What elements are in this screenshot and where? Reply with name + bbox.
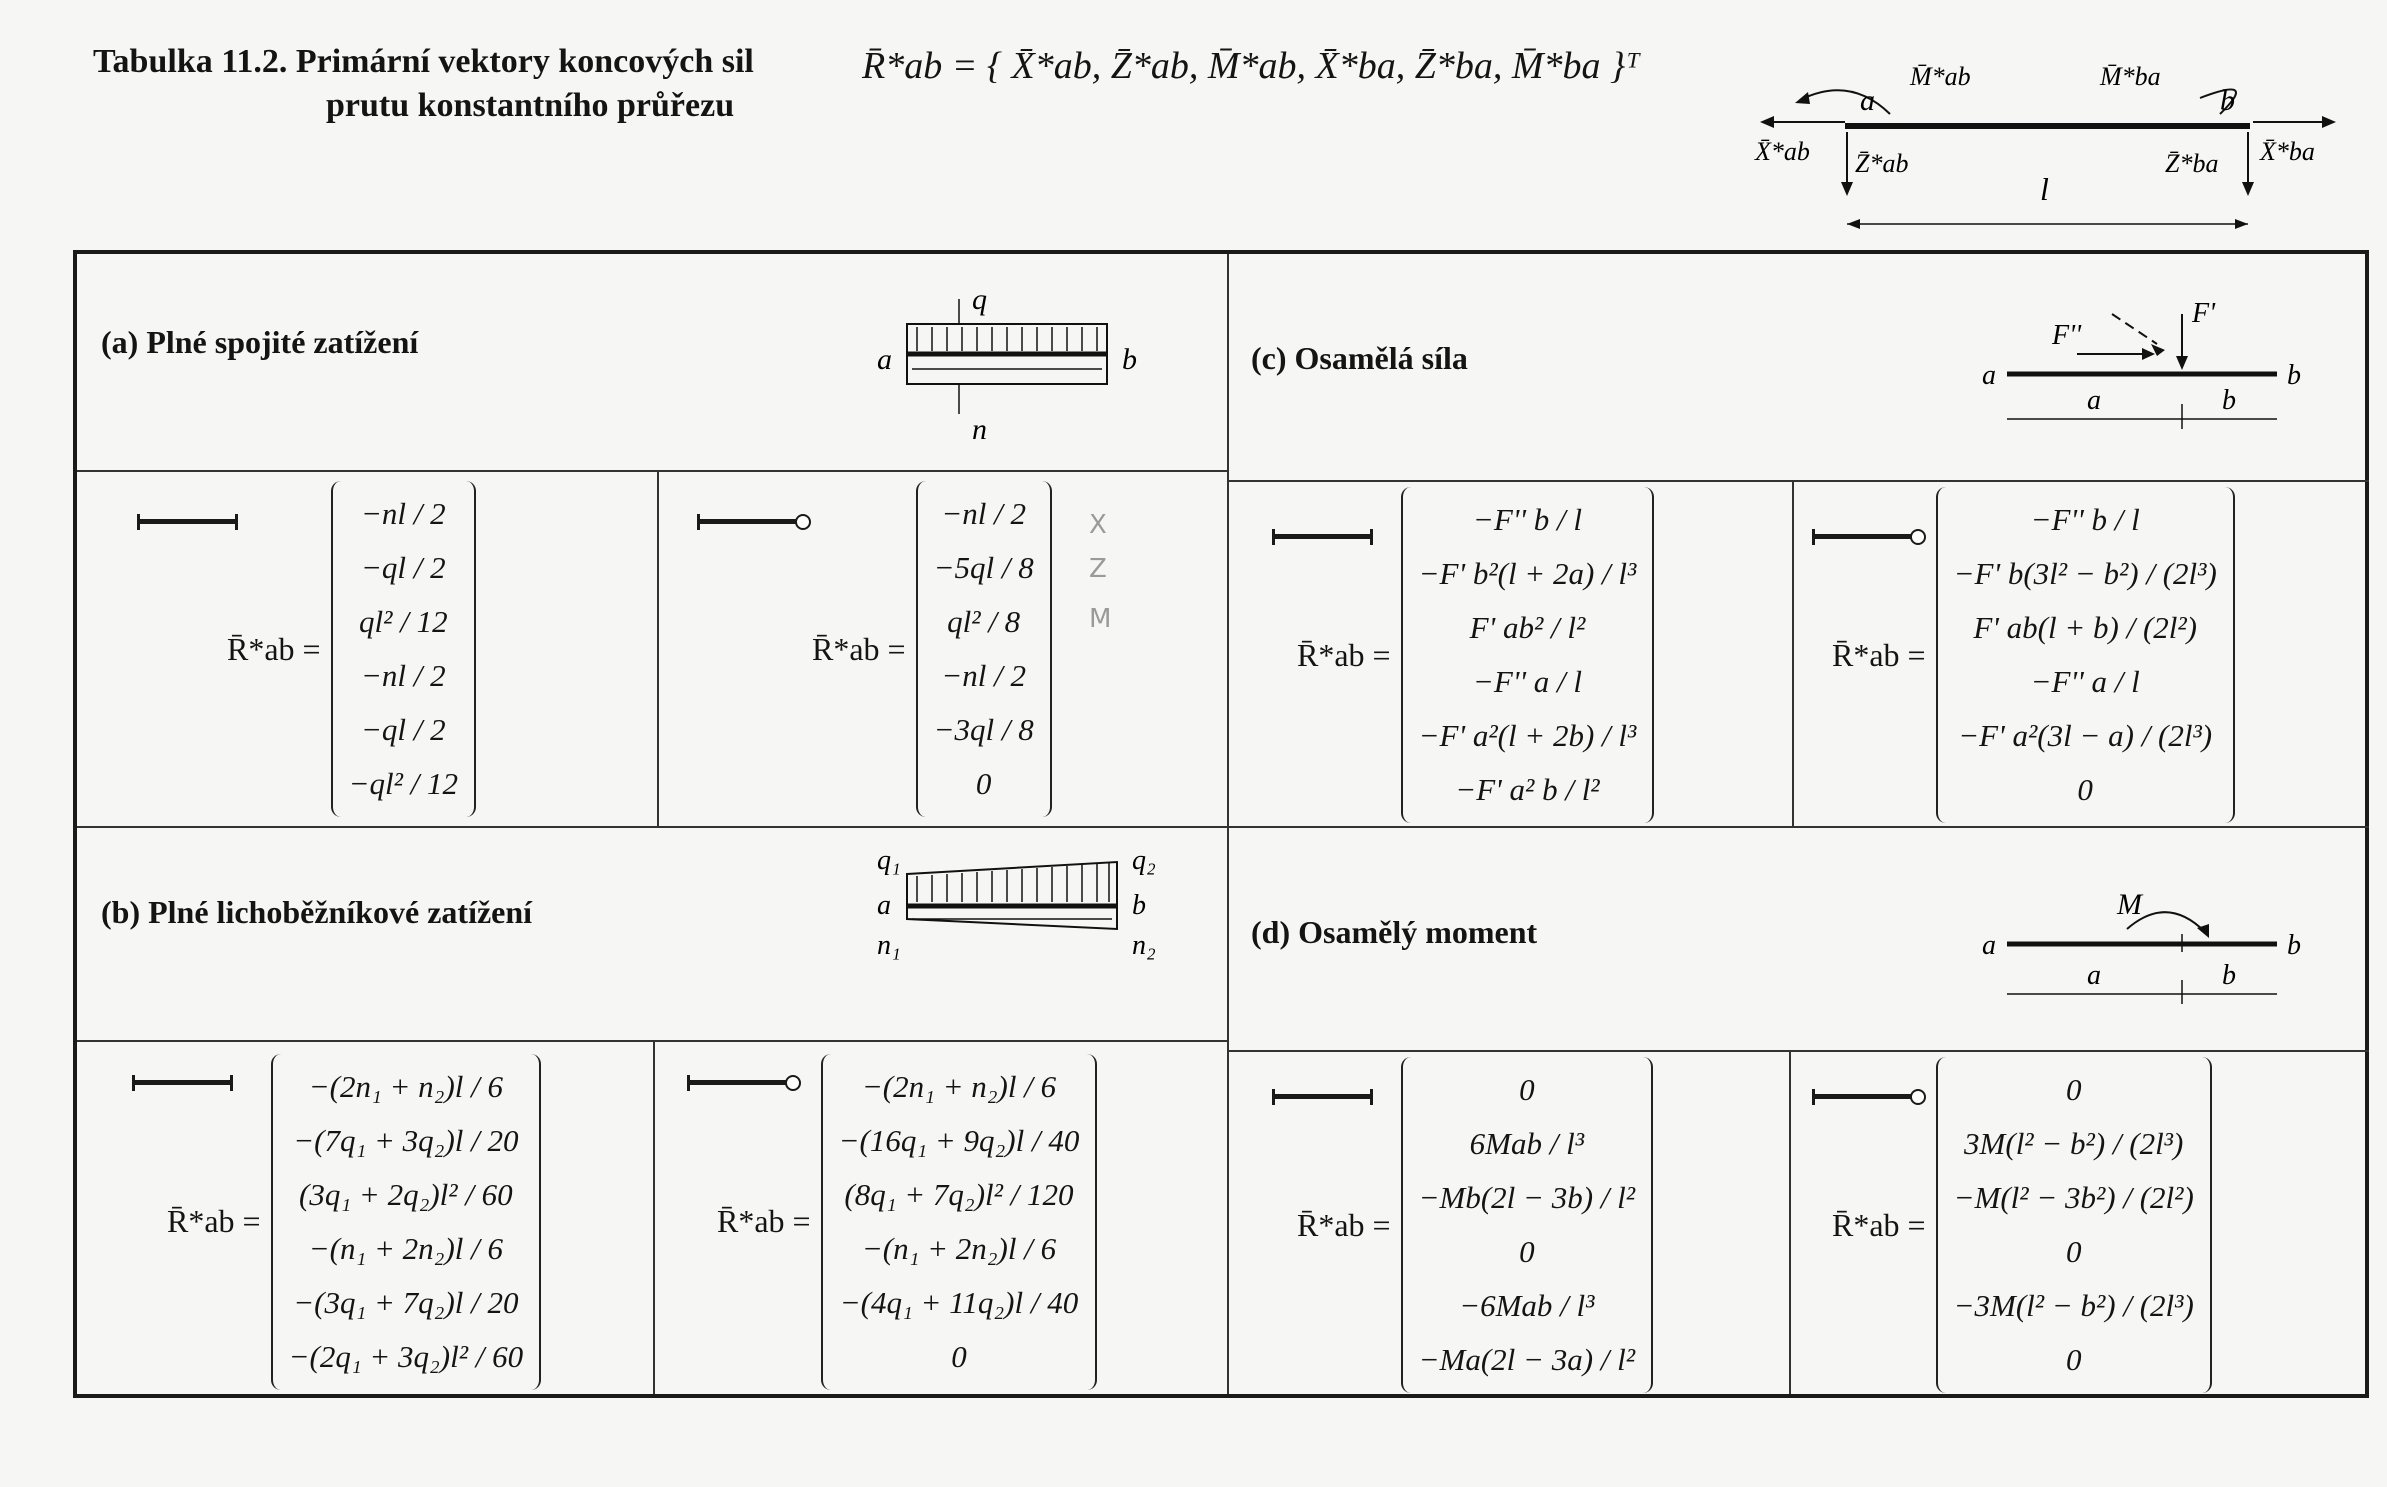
section-b-fixed-vector: R̄*ab = −(2n₁ + n₂)l / 6 −(7q₁ + 3q₂)l / 20 (3q₁ + 2q₂)l² / 60 −(n₁ + 2n₂)l / 6 −(3q₁ + 7q₂)l / 20 −(2q₁ + 3q₂)l² / 60 (167, 1054, 541, 1389)
beam-sign-convention-diagram (1740, 40, 2340, 240)
section-a-title: (a) Plné spojité zatížení (101, 324, 419, 360)
section-a-fixed-vector: R̄*ab = −nl / 2 −ql / 2 ql² / 12 −nl / 2 −ql / 2 −ql² / 12 (227, 484, 476, 814)
trapezoidal-load-diagram (847, 844, 1187, 1024)
svg-text:b: b (2287, 930, 2301, 961)
uniform-load-diagram (847, 279, 1147, 449)
section-b-hinged-vector: R̄*ab = −(2n₁ + n₂)l / 6 −(16q₁ + 9q₂)l / 40 (8q₁ + 7q₂)l² / 120 −(n₁ + 2n₂)l / 6 −(4q₁ + 11q₂)l / 40 0 (717, 1054, 1097, 1389)
fixed-hinged-icon (697, 519, 797, 524)
svg-text:a: a (2087, 960, 2101, 991)
svg-text:a: a (2087, 385, 2101, 416)
m-ba-label: M̄*ba (2100, 62, 2161, 91)
divider-d (1227, 1050, 2369, 1052)
svg-text:b: b (2287, 360, 2301, 391)
x-ba-label: X̄*ba (2260, 137, 2315, 166)
svg-text:a: a (1982, 360, 1996, 391)
svg-text:b: b (1122, 343, 1137, 376)
length-label: l (2040, 171, 2049, 207)
handwritten-note-z: Z (1089, 554, 1107, 584)
svg-text:a: a (877, 343, 892, 376)
cell-divider-a (657, 470, 659, 826)
cell-divider-d (1789, 1050, 1791, 1394)
svg-text:b: b (2222, 385, 2236, 416)
cell-divider-b (653, 1040, 655, 1394)
svg-text:b: b (2222, 960, 2236, 991)
section-c-title: (c) Osamělá síla (1251, 340, 1468, 376)
svg-text:M: M (2117, 888, 2142, 921)
force-vector-table (73, 250, 2369, 1398)
title-line-2: prutu konstantního průřezu (326, 87, 735, 124)
middle-divider (77, 826, 2369, 828)
svg-text:F': F' (2192, 298, 2216, 329)
end-b-label: b (2220, 84, 2235, 117)
svg-text:b: b (1132, 890, 1146, 921)
svg-text:q: q (972, 283, 987, 316)
handwritten-note-x: X (1089, 510, 1107, 540)
svg-text:n₂: n₂ (1132, 930, 1156, 961)
divider-a (77, 470, 1227, 472)
svg-text:q₂: q₂ (1132, 845, 1156, 876)
section-d-hinged-vector: R̄*ab = 0 3M(l² − b²) / (2l³) −M(l² − 3b²) / (2l²) 0 −3M(l² − b²) / (2l³) 0 (1832, 1060, 2212, 1390)
svg-text:F'': F'' (2052, 320, 2082, 351)
z-ba-label: Z̄*ba (2165, 149, 2219, 178)
m-ab-label: M̄*ab (1910, 62, 1971, 91)
svg-text:a: a (877, 890, 891, 921)
center-divider (1227, 254, 1229, 1394)
end-a-label: a (1860, 84, 1875, 117)
section-c-fixed-vector: R̄*ab = −F'' b / l −F' b²(l + 2a) / l³ F' ab² / l² −F'' a / l −F' a²(l + 2b) / l³ −F' a² b / l² (1297, 490, 1654, 820)
svg-text:n: n (972, 413, 987, 446)
svg-text:a: a (1982, 930, 1996, 961)
point-force-diagram (1977, 284, 2317, 454)
divider-c (1227, 480, 2369, 482)
table-title (93, 40, 754, 128)
divider-b (77, 1040, 1227, 1042)
section-d-fixed-vector: R̄*ab = 0 6Mab / l³ −Mb(2l − 3b) / l² 0 −6Mab / l³ −Ma(2l − 3a) / l² (1297, 1060, 1653, 1390)
x-ab-label: X̄*ab (1755, 137, 1810, 166)
svg-text:q₁: q₁ (877, 845, 901, 876)
vector-definition: R̄*ab = { X̄*ab, Z̄*ab, M̄*ab, X̄*ba, Z̄*ba, M̄*ba }ᵀ (862, 45, 1640, 87)
cell-divider-c (1792, 480, 1794, 826)
section-b-title: (b) Plné lichoběžníkové zatížení (101, 894, 533, 930)
title-line-1: Tabulka 11.2. Primární vektory koncových sil (93, 43, 754, 80)
fixed-fixed-icon (137, 519, 237, 524)
section-a-hinged-vector: R̄*ab = −nl / 2 −5ql / 8 ql² / 8 −nl / 2 −3ql / 8 0 (812, 484, 1052, 814)
m-ab-arrow (1800, 90, 1890, 114)
z-ab-label: Z̄*ab (1855, 149, 1909, 178)
svg-text:n₁: n₁ (877, 930, 901, 961)
handwritten-note-m: M (1089, 604, 1112, 634)
section-d-title: (d) Osamělý moment (1251, 914, 1538, 950)
lhs-label: R̄*ab = (227, 630, 321, 667)
point-moment-diagram (1977, 884, 2317, 1034)
section-c-hinged-vector: R̄*ab = −F'' b / l −F' b(3l² − b²) / (2l³) F' ab(l + b) / (2l²) −F'' a / l −F' a²(3l − a) / (2l³) 0 (1832, 490, 2235, 820)
